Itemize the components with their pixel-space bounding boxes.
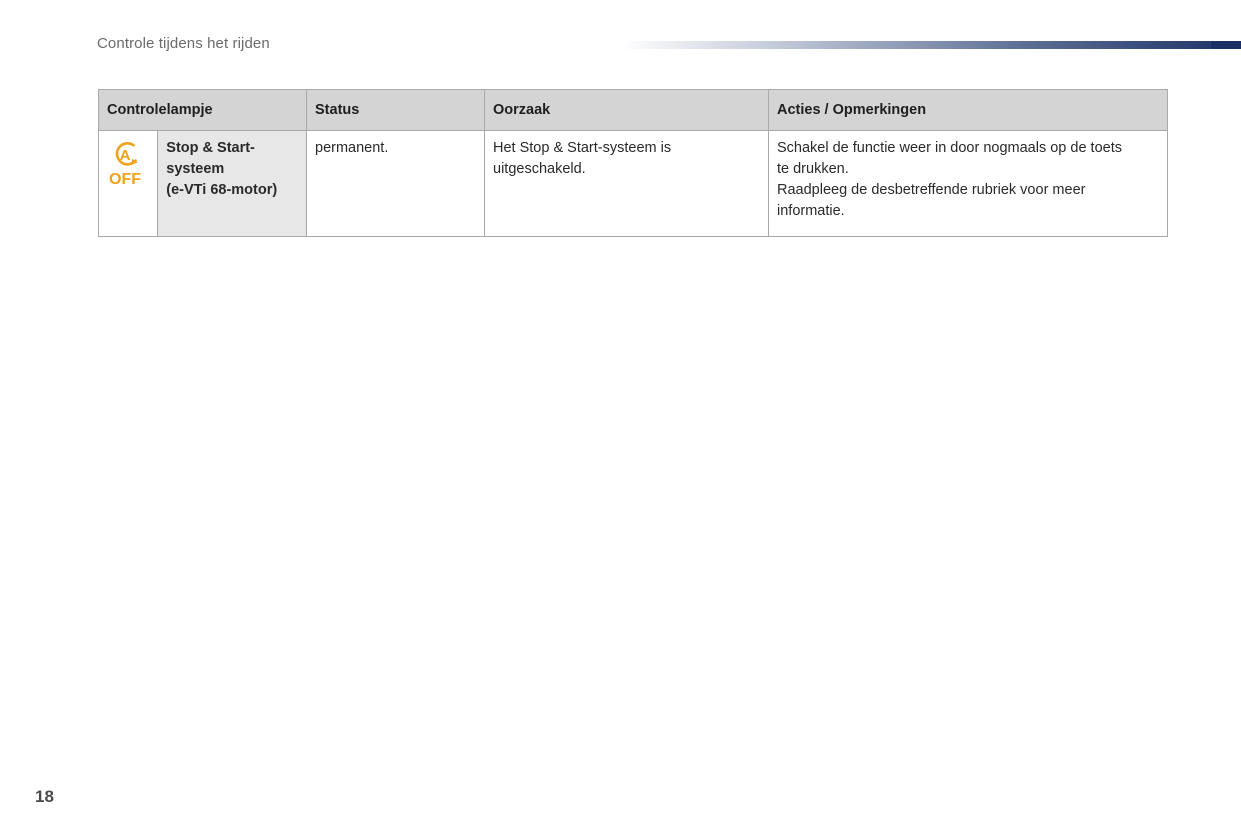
status-cell	[307, 131, 485, 237]
section-title: Controle tijdens het rijden	[97, 35, 270, 52]
column-header-controlelampje: Controlelampje	[99, 90, 307, 131]
lamp-name-line: Stop & Start-	[166, 140, 255, 156]
lamp-name-cell	[158, 131, 307, 237]
table-header-row	[99, 90, 1168, 131]
status-text: permanent.	[315, 140, 389, 156]
column-header-acties: Acties / Opmerkingen	[769, 90, 1168, 131]
icon-letter-a: A	[119, 147, 131, 164]
table-row	[99, 131, 1168, 237]
cause-line: uitgeschakeld.	[493, 161, 586, 177]
column-header-status: Status	[307, 90, 485, 131]
actions-line: Raadpleeg de desbetreffende rubriek voor meer	[777, 182, 1086, 198]
page-number: 18	[35, 787, 54, 806]
actions-cell	[769, 131, 1168, 237]
column-header-oorzaak: Oorzaak	[485, 90, 769, 131]
actions-line: te drukken.	[777, 161, 849, 177]
actions-line: Schakel de functie weer in door nogmaals op de toets	[777, 140, 1122, 156]
header-accent-bar-cap	[1211, 41, 1241, 49]
lamp-name-line: (e-VTi 68-motor)	[166, 182, 278, 198]
cause-cell	[485, 131, 769, 237]
icon-text-off: OFF	[109, 171, 141, 188]
stop-start-off-icon	[107, 138, 147, 188]
cause-line: Het Stop & Start-systeem is	[493, 140, 672, 156]
actions-line: informatie.	[777, 203, 845, 219]
lamp-icon-cell	[99, 131, 158, 237]
lamp-name-line: systeem	[166, 161, 225, 177]
header-accent-bar	[620, 41, 1241, 49]
warning-lamp-table	[98, 89, 1168, 237]
